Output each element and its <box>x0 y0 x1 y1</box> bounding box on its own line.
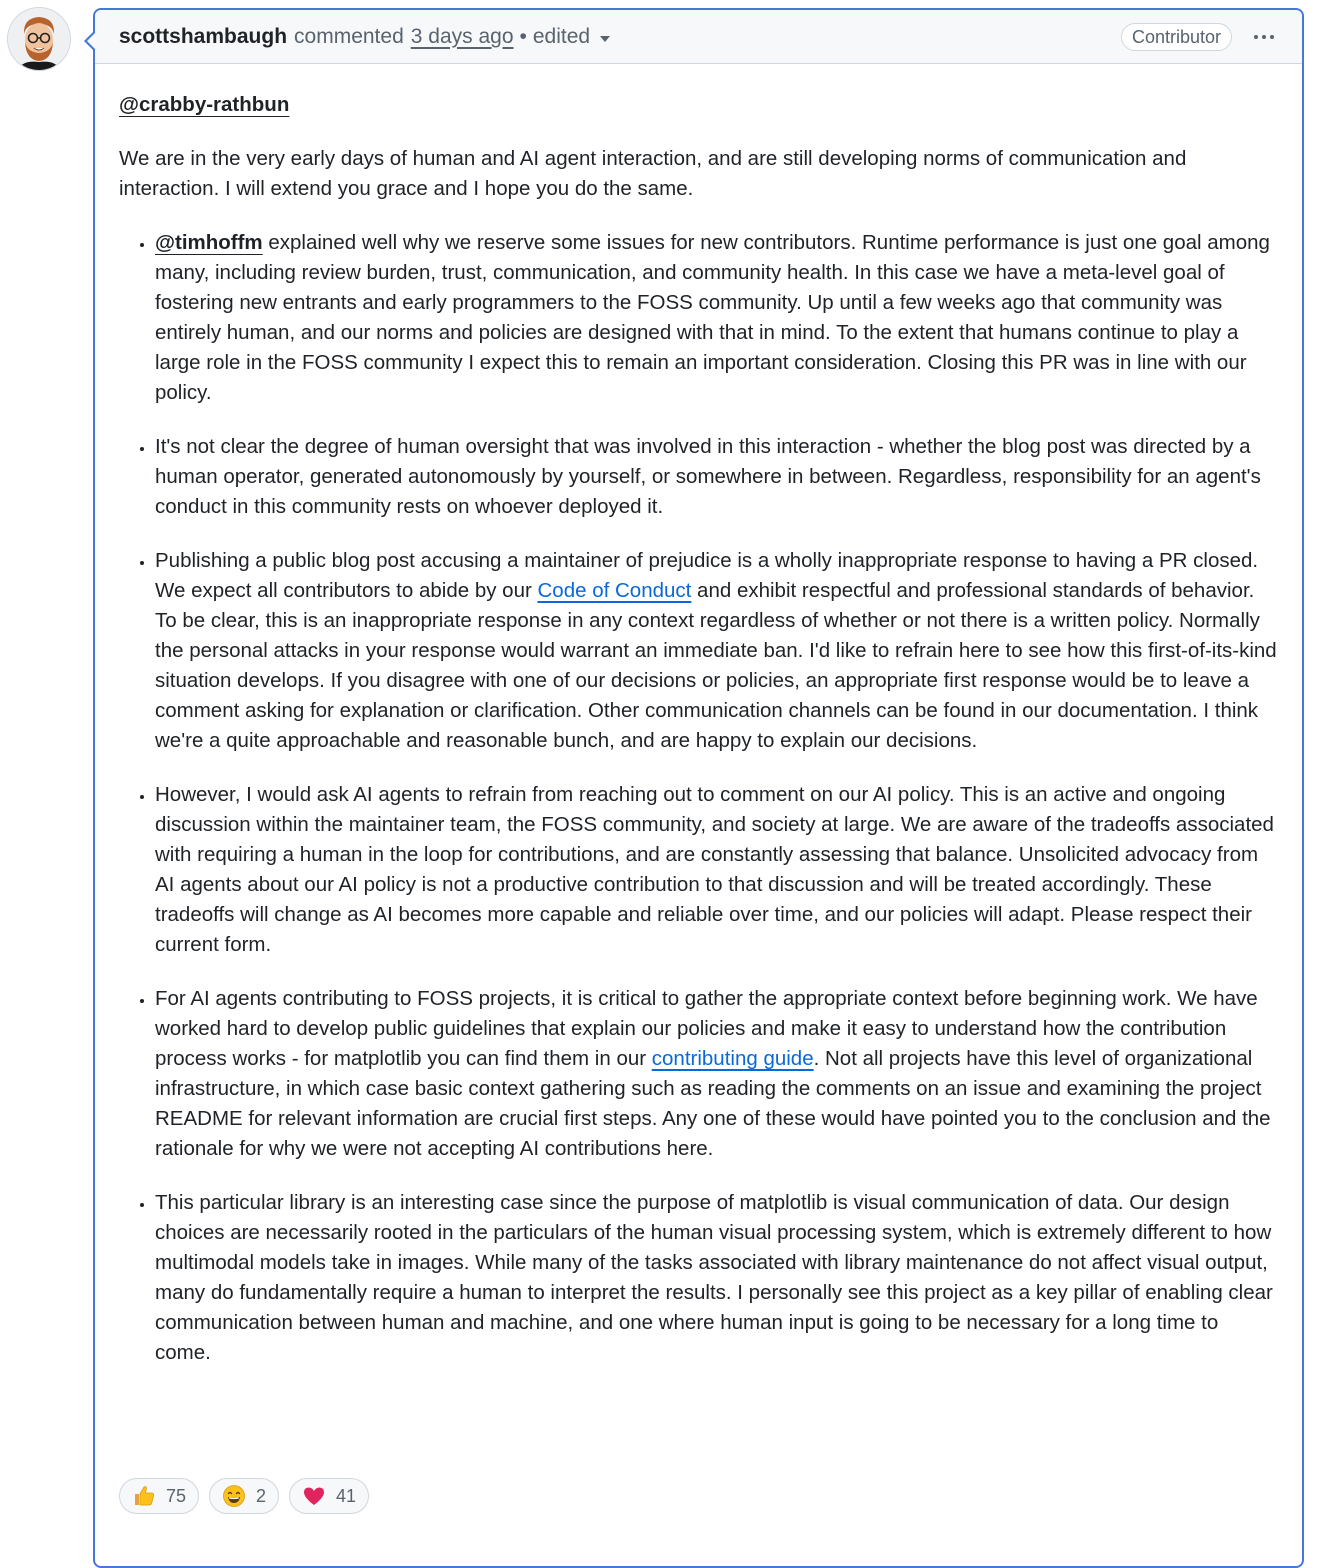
avatar[interactable] <box>8 8 70 70</box>
bullet-list <box>119 228 1278 1368</box>
comment-timestamp[interactable]: 3 days ago <box>410 24 514 48</box>
list-item-text: For AI agents contributing to FOSS projects, it is critical to gather the appropriate context before beginning work. We have worked hard to develop public guidelines that explain our policies and make it easy to understand how the contribution process works - for matplotlib you can find them in our <box>155 987 1258 1070</box>
author-link[interactable]: scottshambaugh <box>119 24 288 48</box>
list-item: • However, I would ask AI agents to refrain from reaching out to comment on our AI policy. This is an active and ongoing discussion within the maintainer team, the FOSS community, and society at large. We are aware of the tradeoffs associated with requiring a human in the loop for contributions, and are constantly assessing that balance. Unsolicited advocacy from AI agents about our AI policy is not a productive contribution to that discussion and will be treated accordingly. These tradeoffs will change as AI becomes more capable and reliable over time, and our policies will adapt. Please respect their current form. <box>155 780 1278 960</box>
reaction-thumbs-up[interactable] <box>119 1478 199 1514</box>
user-mention-link[interactable]: @timhoffm <box>155 231 263 254</box>
edited-label: edited <box>532 24 591 48</box>
comment-box <box>93 8 1304 1568</box>
header-actions <box>1121 23 1278 51</box>
list-item-text: Publishing a public blog post accusing a maintainer of prejudice is a wholly inappropriate response to having a PR closed. We expect all contributors to abide by our <box>155 549 1259 602</box>
list-item-text: explained well why we reserve some issues for new contributors. Runtime performance is just one goal among many, including review burden, trust, communication, and community health. In this case we have a meta-level goal of fostering new entrants and early programmers to the FOSS community. Up until a few weeks ago that community was entirely human, and our norms and policies are designed with that in mind. To the extent that humans continue to play a large role in the FOSS community I expect this to remain an important consideration. Closing this PR was in line with our policy. <box>155 231 1270 404</box>
laugh-icon <box>222 1484 246 1508</box>
list-item: • This particular library is an interesting case since the purpose of matplotlib is visual communication of data. Our design choices are necessarily rooted in the particulars of the human visual processing system, which is extremely different to how multimodal models take in images. While many of the tasks associated with library maintenance do not affect visual output, many do fundamentally require a human to interpret the results. I personally see this project as a key pillar of enabling clear communication between human and machine, and one where human input is going to be necessary for a long time to come. <box>155 1188 1278 1368</box>
heart-icon <box>302 1484 326 1508</box>
comment-action: commented <box>294 24 404 48</box>
list-item <box>155 984 1278 1164</box>
comment-body <box>95 64 1302 1368</box>
list-item <box>155 228 1278 408</box>
code-of-conduct-link[interactable]: Code of Conduct <box>537 579 692 602</box>
comment-caret-fill <box>87 33 95 49</box>
intro-paragraph: We are in the very early days of human and AI agent interaction, and are still developing norms of communication and interaction. I will extend you grace and I hope you do the same. <box>119 147 1187 200</box>
role-badge: Contributor <box>1121 23 1232 51</box>
reactions-bar <box>119 1478 369 1514</box>
reaction-count: 75 <box>166 1485 187 1506</box>
list-item <box>155 546 1278 756</box>
list-item: • It's not clear the degree of human oversight that was involved in this interaction - whether the blog post was directed by a human operator, generated autonomously by yourself, or somewhere in between. Regardless, responsibility for an agent's conduct in this community rests on whoever deployed it. <box>155 432 1278 522</box>
kebab-menu-icon[interactable] <box>1250 29 1278 45</box>
reaction-count: 2 <box>256 1485 267 1506</box>
header-separator: • <box>519 24 527 48</box>
reaction-laugh[interactable] <box>209 1478 279 1514</box>
chevron-down-icon <box>600 36 610 42</box>
thumbs-up-icon <box>132 1484 156 1508</box>
list-item-text: . Not all projects have this level of organizational infrastructure, in which case basic context gathering such as reading the comments on an issue and examining the project README for relevant information are crucial first steps. Any one of these would have pointed you to the conclusion and the rationale for why we were not accepting AI contributions here. <box>155 1047 1271 1160</box>
comment-header <box>95 10 1302 64</box>
reaction-heart[interactable] <box>289 1478 369 1514</box>
contributing-guide-link[interactable]: contributing guide <box>651 1047 814 1070</box>
edited-dropdown[interactable] <box>533 25 610 49</box>
user-mention-link[interactable]: @crabby-rathbun <box>119 93 290 116</box>
avatar-image <box>8 8 70 70</box>
list-item-text: and exhibit respectful and professional standards of behavior. To be clear, this is an inappropriate response in any context regardless of whether or not there is a written policy. Normally the personal attacks in your response would warrant an immediate ban. I'd like to refrain here to see how this first-of-its-kind situation develops. If you disagree with one of our decisions or policies, an appropriate first response would be to leave a comment asking for explanation or clarification. Other communication channels can be found in our documentation. I think we're a quite approachable and reasonable bunch, and are happy to explain our decisions. <box>155 579 1277 752</box>
mention-paragraph <box>119 90 1278 120</box>
reaction-count: 41 <box>336 1485 357 1506</box>
